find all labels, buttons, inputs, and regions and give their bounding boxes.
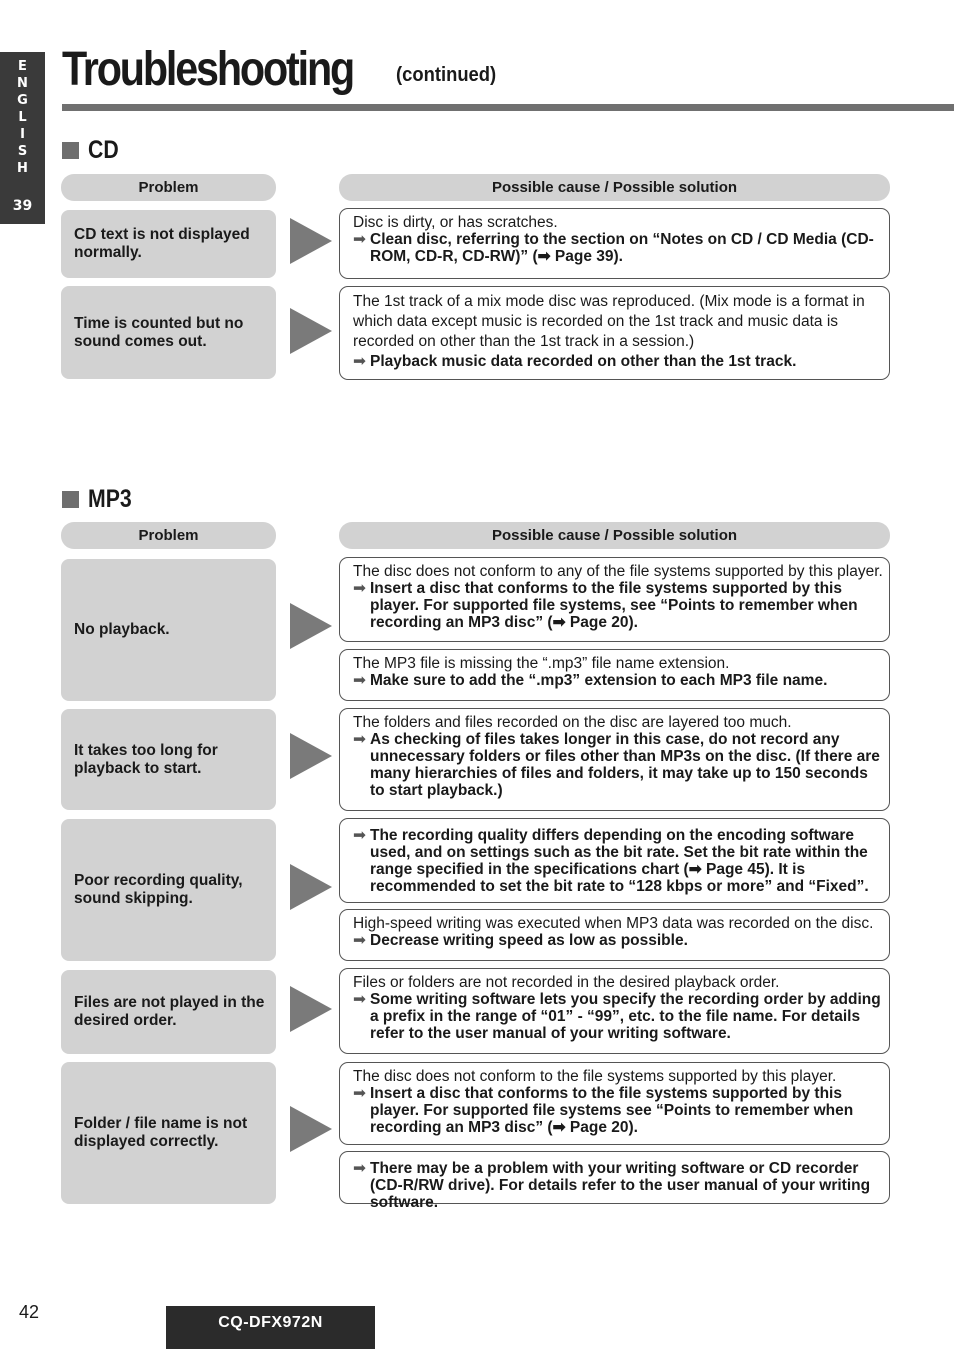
fix-text: ➡ Playback music data recorded on other than the 1st track.: [353, 352, 885, 372]
problem-cell: Poor recording quality, sound skipping.: [61, 819, 276, 961]
cause-text: Files or folders are not recorded in the desired playback order.: [353, 974, 780, 991]
solution-box: [339, 818, 890, 903]
page-number: 42: [19, 1302, 40, 1322]
mp3-section-heading: MP3: [62, 485, 139, 514]
language-letter: I: [20, 127, 25, 142]
cause-text: The disc does not conform to the file systems supported by this player.: [353, 1068, 837, 1085]
solution-box: [339, 649, 890, 701]
cause-text: High-speed writing was executed when MP3 data was recorded on the disc.: [353, 915, 874, 932]
arrow-right-icon: [290, 218, 332, 264]
fix-text: ➡ Clean disc, referring to the section on “Notes on CD / CD Media (CD-ROM, CD-R, CD-RW)” (➡ Page 39).: [353, 231, 885, 265]
solution-box: [339, 909, 890, 961]
language-letter: E: [18, 59, 27, 74]
language-letter: L: [18, 110, 27, 125]
model-badge: CQ-DFX972N: [166, 1306, 375, 1349]
fix-text: ➡ Decrease writing speed as low as possible.: [353, 932, 885, 949]
page-title: Troubleshooting: [62, 43, 354, 96]
cause-text: The 1st track of a mix mode disc was reproduced. (Mix mode is a format in which data except music is recorded on the 1st track and music data is recorded on other than the 1st track in a session.): [353, 293, 865, 350]
fix-text: ➡ There may be a problem with your writing software or CD recorder (CD-R/RW drive). For details refer to the user manual of your writing software.: [353, 1160, 885, 1211]
page-header: [62, 42, 497, 97]
language-tab-letters: [0, 58, 45, 177]
problem-cell: CD text is not displayed normally.: [61, 210, 276, 278]
problem-column-header: Problem: [61, 522, 276, 549]
problem-cell: No playback.: [61, 559, 276, 701]
fix-text: ➡ Some writing software lets you specify the recording order by adding a prefix in the range of “01” - “99”, etc. to the file name. For details refer to the user manual of your writing software.: [353, 991, 885, 1042]
problem-cell: Time is counted but no sound comes out.: [61, 286, 276, 379]
section-page-number: 39: [12, 198, 33, 214]
problem-column-header: Problem: [61, 174, 276, 201]
square-bullet-icon: [62, 491, 79, 508]
cause-text: The disc does not conform to any of the file systems supported by this player.: [353, 563, 883, 580]
language-letter: H: [17, 161, 28, 176]
cause-text: The MP3 file is missing the “.mp3” file name extension.: [353, 655, 730, 672]
fix-text: ➡ Insert a disc that conforms to the file systems supported by this player. For supported file systems see “Points to remember when recording an MP3 disc” (➡ Page 20).: [353, 1085, 885, 1136]
fix-text: ➡ Make sure to add the “.mp3” extension to each MP3 file name.: [353, 672, 885, 689]
arrow-right-icon: [290, 864, 332, 910]
title-divider: [62, 104, 954, 111]
language-letter: G: [17, 93, 28, 108]
problem-cell: Files are not played in the desired order.: [61, 970, 276, 1054]
language-letter: S: [17, 144, 28, 159]
solution-box: [339, 557, 890, 642]
page-subtitle: (continued): [396, 64, 497, 86]
solution-box: [339, 286, 890, 380]
problem-cell: It takes too long for playback to start.: [61, 709, 276, 810]
fix-text: ➡ As checking of files takes longer in this case, do not record any unnecessary folders or files other than MP3s on the disc. (If there are many hierarchies of files and folders, it may take up to 150 seconds to start playback.): [353, 731, 885, 799]
solution-box: [339, 1062, 890, 1145]
arrow-right-icon: [290, 603, 332, 649]
solution-column-header: Possible cause / Possible solution: [339, 522, 890, 549]
cd-section-heading: CD: [62, 136, 124, 165]
solution-column-header: Possible cause / Possible solution: [339, 174, 890, 201]
cause-text: The folders and files recorded on the disc are layered too much.: [353, 714, 792, 731]
arrow-right-icon: [290, 1106, 332, 1152]
fix-text: ➡ The recording quality differs depending on the encoding software used, and on settings such as the bit rate. Set the bit rate within the range specified in the specifications chart (➡ Page 45). It is recommended to set the bit rate to “128 kbps or more” and “Fixed”.: [353, 827, 885, 895]
fix-text: ➡ Insert a disc that conforms to the file systems supported by this player. For supported file systems, see “Points to remember when recording an MP3 disc” (➡ Page 20).: [353, 580, 885, 631]
arrow-right-icon: [290, 986, 332, 1032]
square-bullet-icon: [62, 142, 79, 159]
solution-box: [339, 968, 890, 1054]
solution-box: [339, 208, 890, 279]
language-tab: [0, 52, 45, 224]
problem-cell: Folder / file name is not displayed correctly.: [61, 1062, 276, 1204]
language-letter: N: [17, 76, 28, 91]
arrow-right-icon: [290, 733, 332, 779]
solution-box: [339, 1151, 890, 1211]
solution-box: [339, 708, 890, 811]
arrow-right-icon: [290, 308, 332, 354]
cause-text: Disc is dirty, or has scratches.: [353, 214, 558, 231]
